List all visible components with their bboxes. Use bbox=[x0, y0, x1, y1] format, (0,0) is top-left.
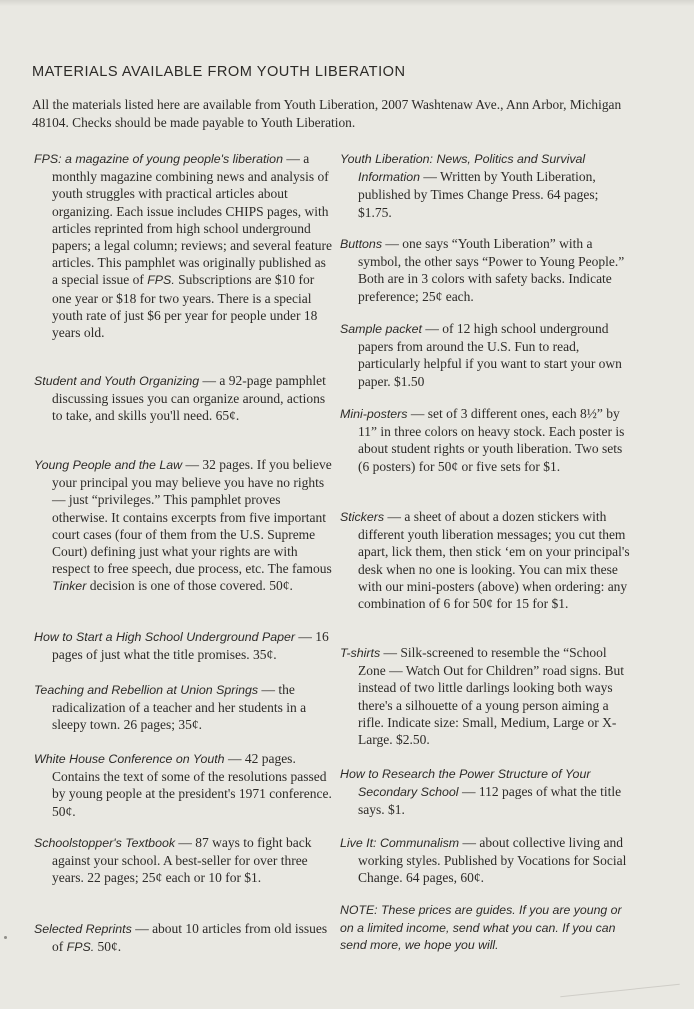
item-title: How to Research the Power Structure of Your Secondary School bbox=[340, 767, 591, 800]
item-description: — 16 pages of just what the title promises. 35¢. bbox=[52, 629, 329, 663]
item-title: FPS: a magazine of young people's liberation bbox=[34, 152, 283, 166]
price-note: NOTE: These prices are guides. If you are young or on a limited income, send what you can. If you can send more, we hope you will. bbox=[340, 903, 622, 952]
item-title: Selected Reprints bbox=[34, 922, 132, 936]
item-title: Youth Liberation: News, Politics and Survival Information bbox=[340, 152, 586, 185]
item-description: — the radicalization of a teacher and her students in a sleepy town. 26 pages; 35¢. bbox=[52, 682, 307, 733]
item-underground-paper bbox=[34, 628, 334, 663]
intro-paragraph: All the materials listed here are available from Youth Liberation, 2007 Washtenaw Ave., Ann Arbor, Michigan 48104. Checks should be made payable to Youth Liberation. bbox=[32, 97, 622, 130]
page-edge bbox=[0, 0, 694, 6]
paper-crease bbox=[560, 984, 679, 998]
item-youth-liberation-book bbox=[340, 150, 634, 221]
item-title: Teaching and Rebellion at Union Springs bbox=[34, 683, 259, 697]
item-stickers bbox=[340, 508, 634, 612]
item-title: Young People and the Law bbox=[34, 458, 183, 472]
item-description-cont: decision is one of those covered. 50¢. bbox=[86, 578, 293, 594]
item-description: — 32 pages. If you believe your principal you may believe you have no rights — just “privileges.” This pamphlet proves otherwise. It contains excerpts from five important court cases (four of them from the U.S. Supreme Court) defining just what your rights are with respect to free speech, due process, etc. The famous bbox=[52, 457, 332, 577]
item-emphasis: Tinker bbox=[52, 579, 87, 594]
item-mini-posters bbox=[340, 405, 634, 475]
item-title: How to Start a High School Underground Paper bbox=[34, 630, 296, 644]
item-white-house-conference bbox=[34, 750, 334, 820]
item-title: Student and Youth Organizing bbox=[34, 374, 200, 388]
item-young-people-law bbox=[34, 456, 334, 596]
item-student-youth-organizing bbox=[34, 372, 334, 425]
item-title: Schoolstopper's Textbook bbox=[34, 836, 176, 850]
item-description: — about collective living and working styles. Published by Vocations for Social Change. 64 pages, 60¢. bbox=[358, 835, 627, 886]
item-description: — Written by Youth Liberation, published by Times Change Press. 64 pages; $1.75. bbox=[358, 169, 599, 220]
item-live-it-communalism bbox=[340, 834, 634, 887]
item-description: — of 12 high school underground papers from around the U.S. Fun to read, particularly helpful if you want to start your own paper. $1.50 bbox=[358, 321, 622, 389]
paper-speck bbox=[4, 936, 7, 939]
item-emphasis: FPS. bbox=[66, 940, 95, 955]
item-selected-reprints bbox=[34, 920, 334, 956]
item-title: Mini-posters bbox=[340, 407, 408, 421]
item-description: — about 10 articles from old issues of bbox=[52, 921, 328, 955]
item-title: Buttons bbox=[340, 237, 383, 251]
item-sample-packet bbox=[340, 320, 634, 390]
item-title: Sample packet bbox=[340, 322, 422, 336]
item-union-springs bbox=[34, 681, 334, 734]
item-title: Live It: Communalism bbox=[340, 836, 460, 850]
item-emphasis: FPS. bbox=[147, 273, 175, 288]
item-description: — set of 3 different ones, each 8½” by 11” in three colors on heavy stock. Each poster is about student rights or youth liberation. Two sets (6 posters) for 50¢ or five sets for $1. bbox=[358, 406, 625, 474]
item-description: — one says “Youth Liberation” with a symbol, the other says “Power to Young People.” Both are in 3 colors with safety backs. Indicate preference; 25¢ each. bbox=[358, 236, 625, 304]
item-description: — Silk-screened to resemble the “School Zone — Watch Out for Children” road signs. But instead of two little darlings looking both ways there's a silhouette of a young person aiming a rifle. Indicate size: Small, Medium, Large or X-Large. $2.50. bbox=[358, 645, 624, 748]
item-description: — a 92-page pamphlet discussing issues you can organize around, actions to take, and skills you'll need. 65¢. bbox=[52, 373, 326, 424]
item-buttons bbox=[340, 235, 634, 305]
item-description-cont: 50¢. bbox=[94, 939, 122, 955]
item-description-cont: Subscriptions are $10 for one year or $18 for two years. There is a special youth rate of just $6 per year for people under 18 years old. bbox=[52, 272, 318, 341]
item-description: — a monthly magazine combining news and analysis of youth struggles with practical articles about organizing. Each issue includes CHIPS pages, with articles reprinted from high school underground papers; a legal column; reviews; and several feature articles. This pamphlet was originally published as a special issue of bbox=[52, 151, 332, 288]
item-description: — 87 ways to fight back against your school. A best-seller for over three years. 22 pages; 25¢ each or 10 for $1. bbox=[52, 835, 312, 886]
item-title: White House Conference on Youth bbox=[34, 752, 225, 766]
item-t-shirts bbox=[340, 644, 634, 748]
item-fps-magazine bbox=[34, 150, 334, 341]
item-description: — 112 pages of what the title says. $1. bbox=[358, 784, 622, 818]
item-power-structure bbox=[340, 765, 634, 819]
item-title: Stickers bbox=[340, 510, 385, 524]
item-title: T-shirts bbox=[340, 646, 381, 660]
item-schoolstoppers-textbook bbox=[34, 834, 334, 887]
item-description: — a sheet of about a dozen stickers with different youth liberation messages; you cut them apart, lick them, then stick ‘em on your principal's desk when no one is looking. You can mix these with our mini-posters (above) when ordering: any combination of 6 for 50¢ for 15 for $1. bbox=[358, 509, 630, 612]
page-title: MATERIALS AVAILABLE FROM YOUTH LIBERATION bbox=[32, 64, 406, 80]
item-description: — 42 pages. Contains the text of some of the resolutions passed by young people at the president's 1971 conference. 50¢. bbox=[52, 751, 332, 819]
